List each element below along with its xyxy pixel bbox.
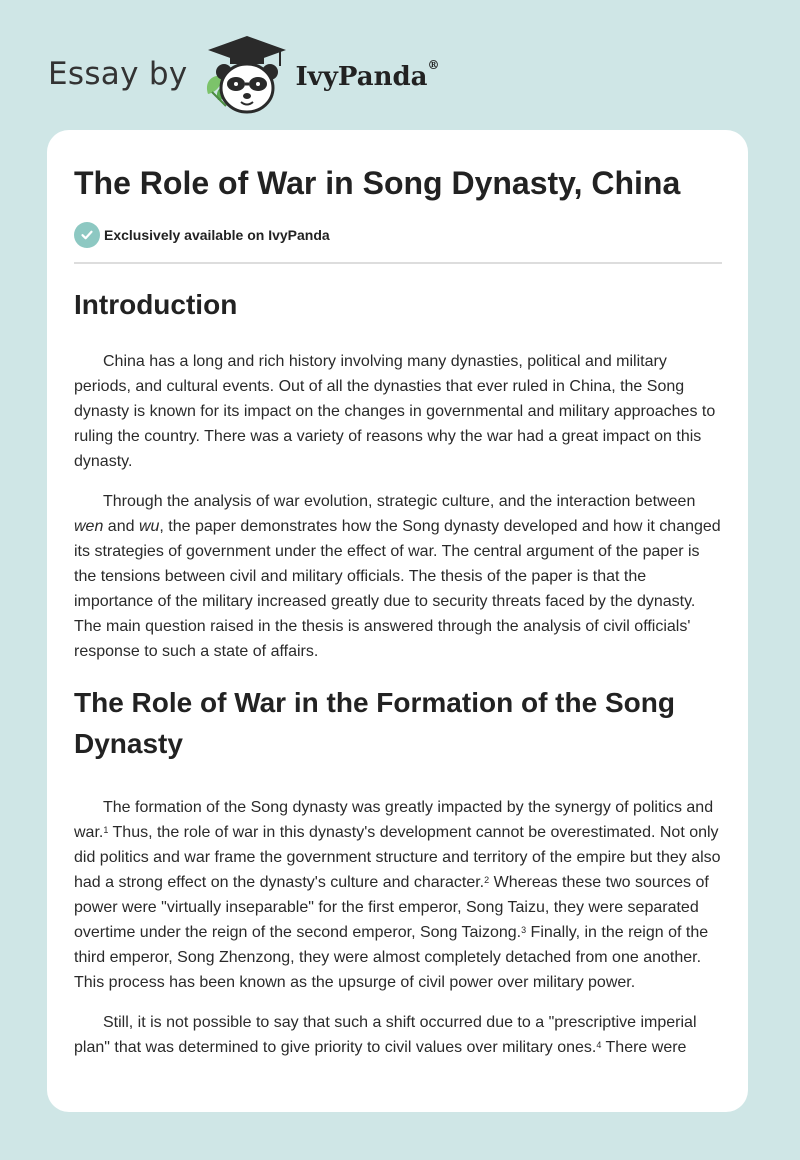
footnote-ref[interactable]: 1 [103,825,109,835]
paragraph: The formation of the Song dynasty was greatly impacted by the synergy of politics and war.$^1$ Thus, the role of war in this dynasty's development cannot be overestimated. Not only did politics and war frame the government structure and territory of the empire but they also had a strong effect on the dynasty's culture and character.$^2$ Whereas these two sources of power were "virtually inseparable" for the first emperor, Song Taizu, they were separated overtime under the reign of the second emperor, Song Taizong.$^3$ Finally, in the reign of the third emperor, Song Zhenzong, they were almost completely detached from one another. This process has been known as the upsurge of civil power over military power. [74,799,721,991]
paragraph: China has a long and rich history involving many dynasties, political and military periods, and cultural events. Out of all the dynasties that ever ruled in China, the Song dynasty is known for its impact on the changes in governmental and military approaches to ruling the country. There was a variety of reasons why the war had a great impact on this dynasty. [74,353,716,470]
footnote-ref[interactable]: 2 [484,875,490,885]
divider [74,262,722,264]
brand-prefix: Essay by [48,56,188,92]
footnote-ref[interactable]: 4 [596,1040,602,1050]
footnote-ref[interactable]: 3 [521,925,527,935]
badge-label: Exclusively available on IvyPanda [104,227,330,243]
brand-logo[interactable] [48,34,440,114]
section-heading-introduction: Introduction [74,289,238,320]
paragraph: Still, it is not possible to say that such a shift occurred due to a "prescriptive imperial plan" that was determined to give priority to civil values over military ones.$^4$ There were [74,1014,697,1056]
exclusive-badge [74,222,722,248]
brand-name: IvyPanda® [295,58,440,92]
section-heading-role-of-war: The Role of War in the Formation of the Song Dynasty [74,687,675,759]
essay-card [47,130,748,1112]
page-title: The Role of War in Song Dynasty, China [74,165,681,201]
panda-graduate-icon [200,34,294,114]
check-icon [74,222,100,248]
paragraph: Through the analysis of war evolution, strategic culture, and the interaction between wen and wu, the paper demonstrates how the Song dynasty developed and how it changed its strategies of government under the effect of war. The central argument of the paper is the tensions between civil and military officials. The thesis of the paper is that the importance of the military increased greatly due to security threats faced by the dynasty. The main question raised in the thesis is answered through the analysis of civil officials' response to such a state of affairs. [74,493,721,660]
